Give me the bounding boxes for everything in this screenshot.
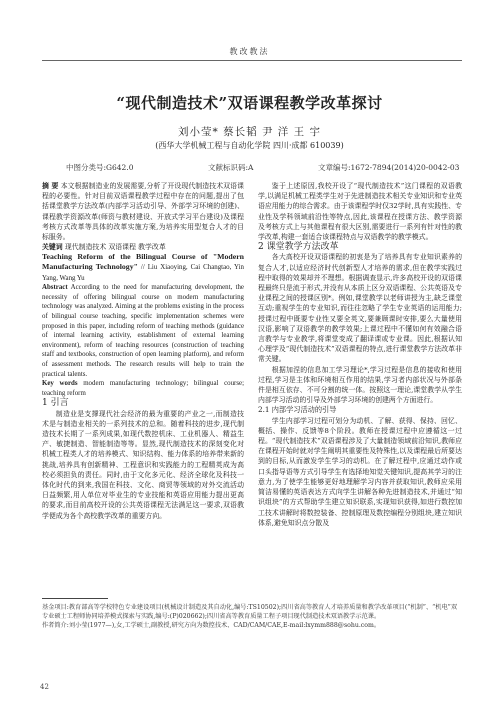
footnote-divider xyxy=(42,598,108,599)
document-code: 文献标识码:A xyxy=(208,163,254,172)
page-number: 42 xyxy=(40,683,49,691)
english-title xyxy=(42,252,244,283)
author-bio-note: 作者简介:刘小莹(1977—),女,工学硕士,副教授,研究方向为数控技术、CAD/CAM/CAE,E-mail:lxymm888@sohu.com。 xyxy=(42,622,381,630)
right-column xyxy=(258,181,462,528)
english-authors: // Liu Xiaoying, Cai Changtao, Yin Yang, Wang Yu xyxy=(42,264,244,282)
section-2-paragraph-1: 各大高校开设双语课程的初衷是为了培养具有专业知识素养的复合人才,以适应经济时代创新型人才培养的需求,但在教学实践过程中取得的效果却并不理想。根据调查显示,许多高校开设的双语课程最终只是流于形式,并没有从本质上区分双语课程、公共英语及专业课程之间的授课区别*。例如,课堂教学以老师讲授为主,缺乏课堂互动;重视学生的专业知识,而往往忽略了学生专业英语的运用能力;授课过程中既要专业性又要全英文,要兼顾课时安排,要么大量使用汉语,影响了双语教学的教学效果;上课过程中不懂如何有效融合语言教学与专业教学,将课堂变成了翻译课或专业课。因此,根据认知心理学及“现代制造技术”双语课程的特点,进行课堂教学方法改革非常关键。 xyxy=(258,253,462,364)
keywords-cn xyxy=(42,242,244,252)
abstract-en xyxy=(42,283,244,379)
paper-affiliation: (西华大学机械工程与自动化学院 四川·成都 610039) xyxy=(155,141,344,150)
section-2-paragraph-2: 根据加涅的信息加工学习理论*,学习过程是信息的接收和使用过程,学习是主体和环境相互作用的结果,学习者内部状况与外部条件是相互依存、不可分割的统一体。按照这一理论,课堂教学从学生内部学习活动的引导及外部学习环境的创建两个方面进行。 xyxy=(258,365,462,405)
section-2-1-paragraph: 学生内部学习过程可划分为动机、了解、获得、保持、回忆、概括、操作、反馈等8个阶段。教师在授课过程中应遵循这一过程。“现代制造技术”双语课程涉及了大量制造领域前沿知识,教师应在课程开始时就对学生阐明其重要性及特殊性,以及课程最后所要达到的目标,从而激发学生学习的动机。在了解过程中,应通过动作或口头指导语等方式引导学生有选择地知觉关键知识,提高其学习的注意力,为了使学生能够更好地理解学习内容并获取知识,教师应采用简洁易懂的英语表达方式向学生讲解各种先进制造技术,并通过“知识组块”的方式帮助学生建立知识联系,实现知识获得,如进行数控加工技术讲解时将数控装备、控制原理及数控编程分别组块,建立知识体系,避免知识点分散及 xyxy=(258,416,462,527)
abstract-cn-text: 本文根据制造业的发展需要,分析了开设现代制造技术双语课程的必要性。针对目前双语课程教学过程中存在的问题,提出了包括课堂教学方法改革(内部学习活动引导、外部学习环境的创建)、课程教学资源改革(师资与教材建设、开放式学习平台建设)及课程考核方式改革等具体的改革实施方案,为培养实用型复合人才的目标服务。 xyxy=(42,182,244,242)
abstract-cn xyxy=(42,181,244,242)
section-2-heading: 2 课堂教学方法改革 xyxy=(258,242,339,253)
keywords-cn-label: 关键词 xyxy=(42,243,63,252)
header-divider xyxy=(42,60,462,61)
paper-title: “现代制造技术”双语课程教学改革探讨 xyxy=(116,94,383,112)
keywords-en xyxy=(42,379,244,398)
abstract-en-text: According to the need for manufacturing development, the necessity of offering bilingual course on modern manufacturing technology was analyzed. Aiming at the problems existing in the process of bilingual course teaching, specific implementation schemes were proposed in this paper, including reform of teaching methods (guidance of internal learning activity, establishment of external learning environment), reform of teaching resources (construction of teaching staff and textbooks, construction of open learning platform), and reform of assessment methods. The research results will help to train the practical talents. xyxy=(42,284,244,378)
keywords-cn-text: 现代制造技术 双语课程 教学改革 xyxy=(62,243,166,252)
clc-number: 中图分类号:G642.0 xyxy=(66,163,134,172)
abstract-en-label: Abstract xyxy=(42,284,68,292)
left-column xyxy=(42,181,244,521)
section-1-paragraph: 制造业是支撑现代社会经济的最为重要的产业之一,而制造技术是与制造业相关的一系列技术的总和。随着科技的进步,现代制造技术长期了一系列成果,如现代数控机床、工业机器人、精益生产、敏捷制造、智能制造等等。显然,现代制造技术的深刻变化对机械工程类人才的培养模式、知识结构、能力体系的培养带来新的挑战,培养具有创新精神、工程意识和实践能力的工程精英成为高校必须担负的责任。同时,由于文化多元化、经济全球化及科技一体化时代的到来,我国在科技、文化、商贸等领域的对外交流活动日益频繁,用人单位对毕业生的专业技能和英语应用能力提出更高的要求,而目前高校开设的公共英语课程无法满足这一要求,双语教学便成为各个高校教学改革的重要方向。 xyxy=(42,409,244,520)
footnote xyxy=(42,603,462,631)
english-title-text: Teaching Reform of the Bilingual Course of "Modern Manufacturing Technology" xyxy=(42,252,244,272)
journal-section-header: 教改教法 xyxy=(229,47,270,56)
paper-authors: 刘小莹* 蔡长韬 尹 洋 王 宇 xyxy=(178,126,321,138)
abstract-cn-label: 摘 要 xyxy=(42,182,59,190)
keywords-en-label: Key words xyxy=(42,380,78,388)
section-1-heading: 1 引言 xyxy=(42,398,69,409)
intro-continuation-paragraph: 鉴于上述原因,我校开设了“现代制造技术”这门课程的双语教学,以满足机械工程类学生对于先进制造技术相关专业知识和专业英语应用能力的综合需求。由于该课程学时仅32学时,具有实践性、专业性及学科领域前沿性等特点,因此,该课程在授课方法、教学资源及考核方式上与其他课程有很大区别,需要进行一系列有针对性的教学改革,构建一套适合该课程特点与双语教学的教学模式。 xyxy=(258,182,462,242)
article-id: 文章编号:1672-7894(2014)20-0042-03 xyxy=(318,163,460,172)
keywords-en-text: modern manufacturing technology; bilingual course; teaching reform xyxy=(42,380,244,397)
section-2-1-heading: 2.1 内部学习活动的引导 xyxy=(258,405,337,415)
funding-note: 基金项目:教育部高等学校特色专业建设项目(机械设计制造及其自动化,编号:TS10502);四川省高等教育人才培养质量和教学改革项目(“机制”、“机电”双专业硕士工程师协同培养模式探索与实践,编号:(P)020662);四川省高等教育质量工程子项目现代制造技术双语教学示范课。 xyxy=(42,604,458,621)
